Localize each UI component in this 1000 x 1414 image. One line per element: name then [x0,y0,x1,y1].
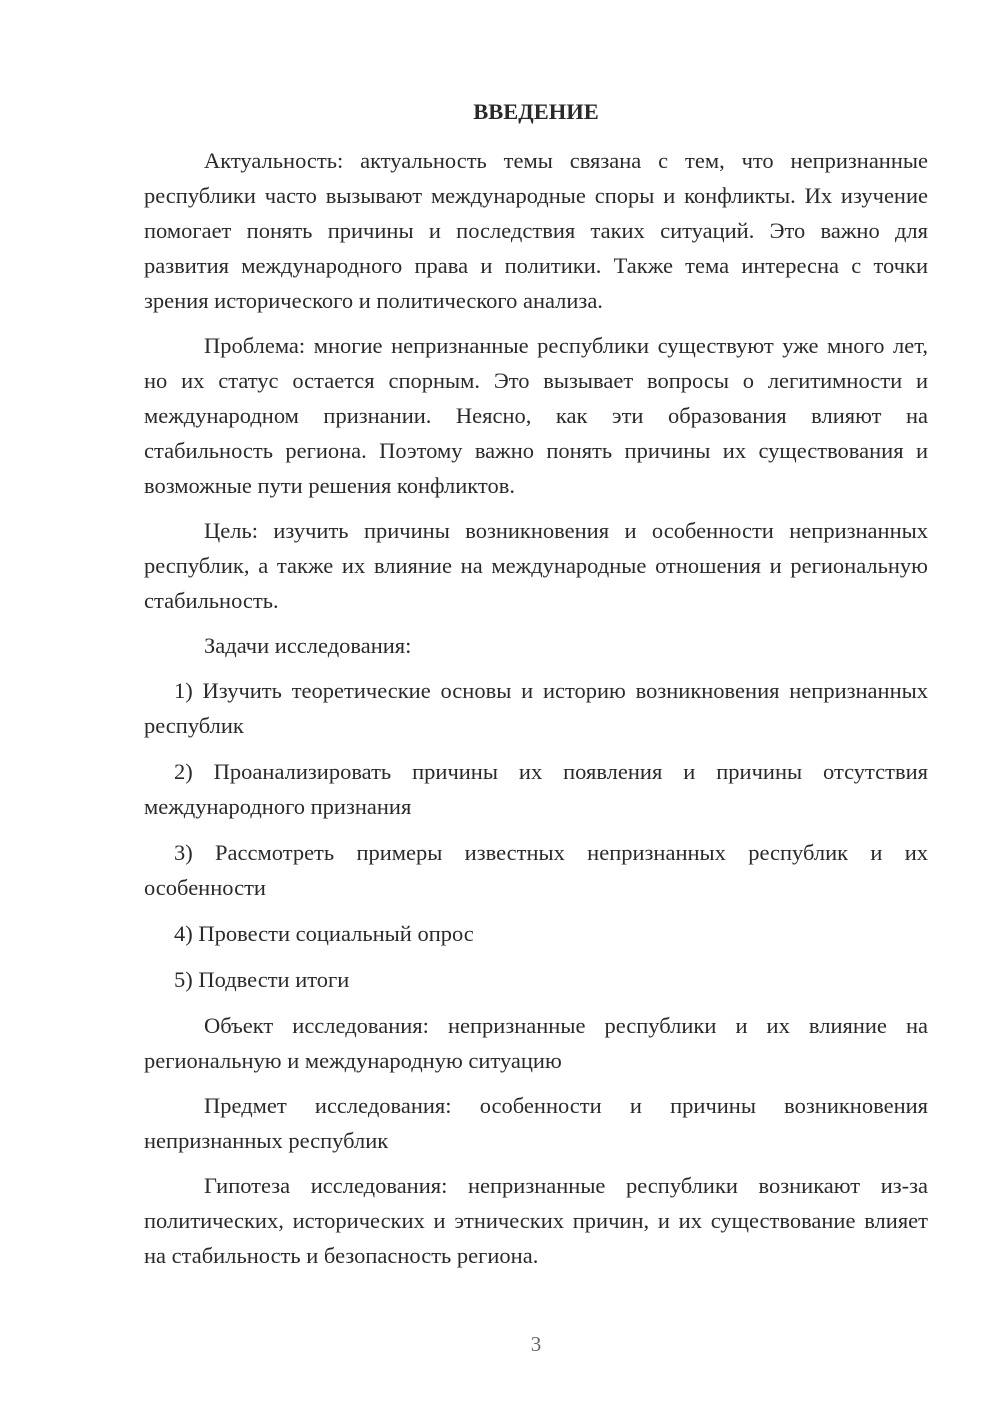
tasks-title: Задачи исследования: [204,633,412,658]
goal-paragraph: Цель: изучить причины возникновения и особенности непризнанных республик, а также их влияние на международные отношения и региональную стабильность. [144,518,928,613]
task-item-1: 1) Изучить теоретические основы и историю возникновения непризнанных республик [144,678,928,738]
task-item-3: 3) Рассмотреть примеры известных непризнанных республик и их особенности [144,840,928,900]
task-item-2: 2) Проанализировать причины их появления и причины отсутствия международного признания [144,759,928,819]
relevance-paragraph: Актуальность: актуальность темы связана с тем, что непризнанные республики часто вызывают международные споры и конфликты. Их изучение помогает понять причины и последствия таких ситуаций. Это важно для развития международного права и политики. Также тема интересна с точки зрения исторического и политического анализа. [144,148,928,313]
problem-paragraph: Проблема: многие непризнанные республики существуют уже много лет, но их статус остается спорным. Это вызывает вопросы о легитимности и международном признании. Неясно, как эти образования влияют на стабильность региона. Поэтому важно понять причины их существования и возможные пути решения конфликтов. [144,333,928,498]
task-item-5: 5) Подвести итоги [174,967,350,992]
tasks-list [144,673,928,997]
section-heading: ВВЕДЕНИЕ [473,99,599,124]
object-paragraph: Объект исследования: непризнанные республики и их влияние на региональную и международную ситуацию [144,1013,928,1073]
task-item-4: 4) Провести социальный опрос [174,921,474,946]
page-number: 3 [530,1332,542,1356]
hypothesis-paragraph: Гипотеза исследования: непризнанные республики возникают из-за политических, исторических и этнических причин, и их существование влияет на стабильность и безопасность региона. [144,1173,928,1268]
page-content [144,94,928,1283]
subject-paragraph: Предмет исследования: особенности и причины возникновения непризнанных республик [144,1093,928,1153]
